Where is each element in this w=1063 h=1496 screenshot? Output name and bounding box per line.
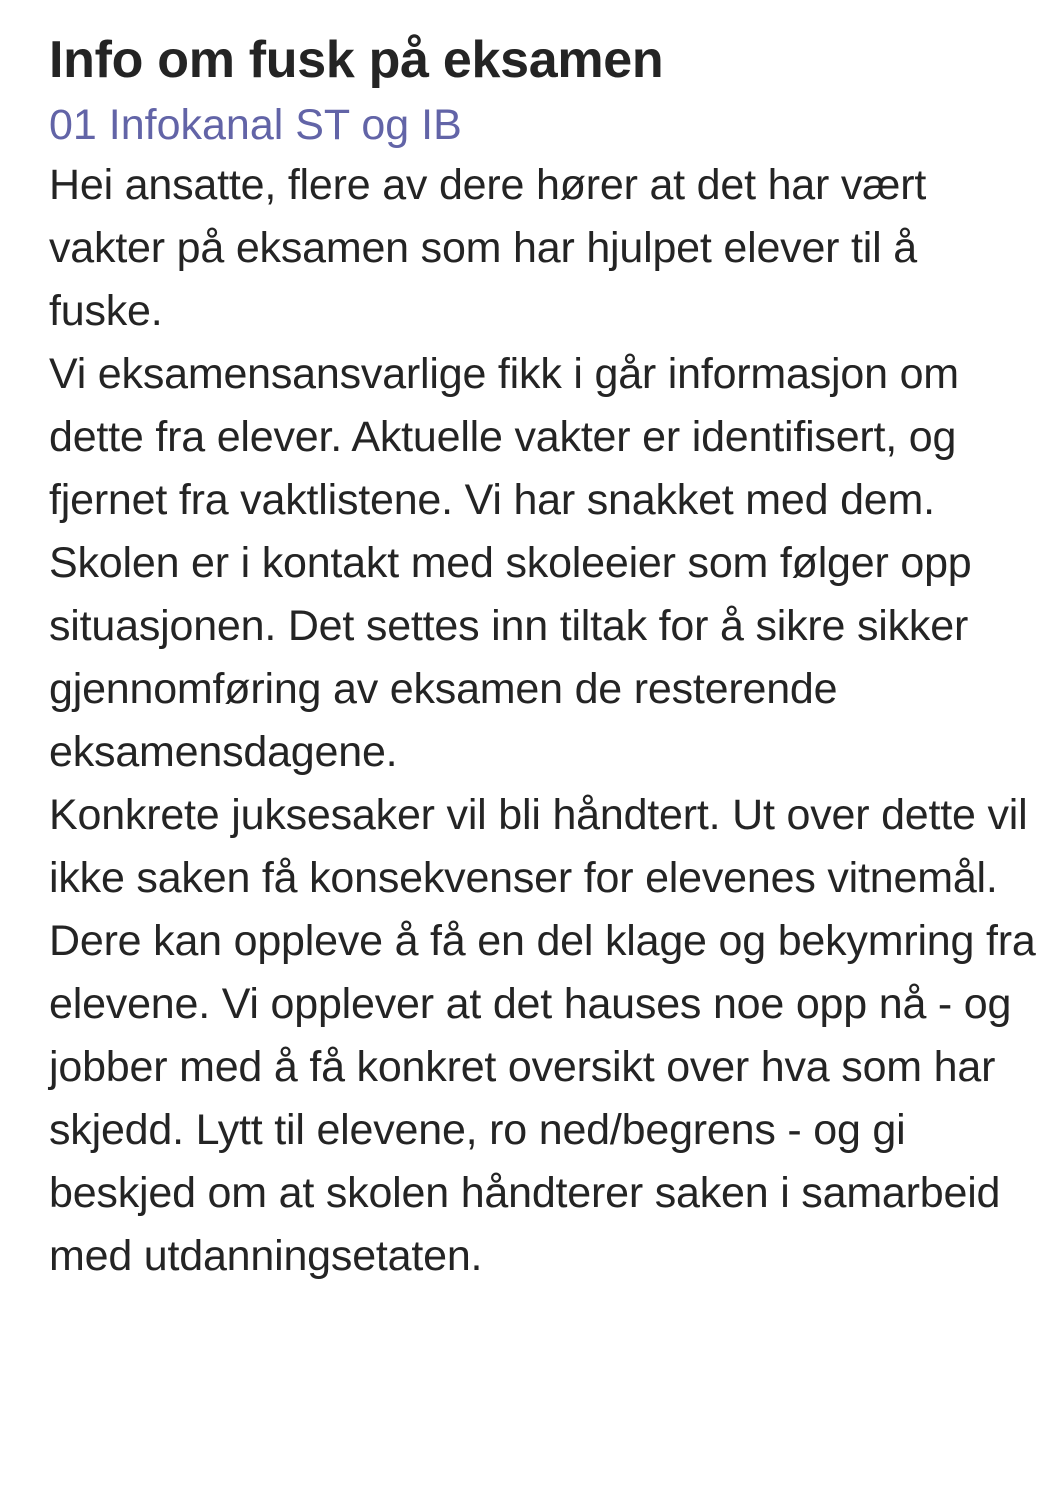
post-paragraph-2: Vi eksamensansvarlige fikk i går informasjon om dette fra elever. Aktuelle vakter er identifisert, og fjernet fra vaktlistene. Vi har snakket med dem. bbox=[49, 350, 959, 524]
post-title: Info om fusk på eksamen bbox=[49, 31, 664, 89]
post-body bbox=[49, 154, 1039, 1288]
post-paragraph-5: Dere kan oppleve å få en del klage og bekymring fra elevene. Vi opplever at det hauses noe opp nå - og jobber med å få konkret oversikt over hva som har skjedd. Lytt til elevene, ro ned/begrens - og gi beskjed om at skolen håndterer saken i samarbeid med utdanningsetaten. bbox=[49, 917, 1036, 1280]
channel-link[interactable]: 01 Infokanal ST og IB bbox=[49, 101, 462, 149]
post-paragraph-3: Skolen er i kontakt med skoleeier som følger opp situasjonen. Det settes inn tiltak for å sikre sikker gjennomføring av eksamen de resterende eksamensdagene. bbox=[49, 539, 972, 776]
post-paragraph-1: Hei ansatte, flere av dere hører at det har vært vakter på eksamen som har hjulpet elever til å fuske. bbox=[49, 161, 927, 335]
announcement-post bbox=[49, 20, 1039, 1288]
post-paragraph-4: Konkrete juksesaker vil bli håndtert. Ut over dette vil ikke saken få konsekvenser for elevenes vitnemål. bbox=[49, 791, 1028, 902]
